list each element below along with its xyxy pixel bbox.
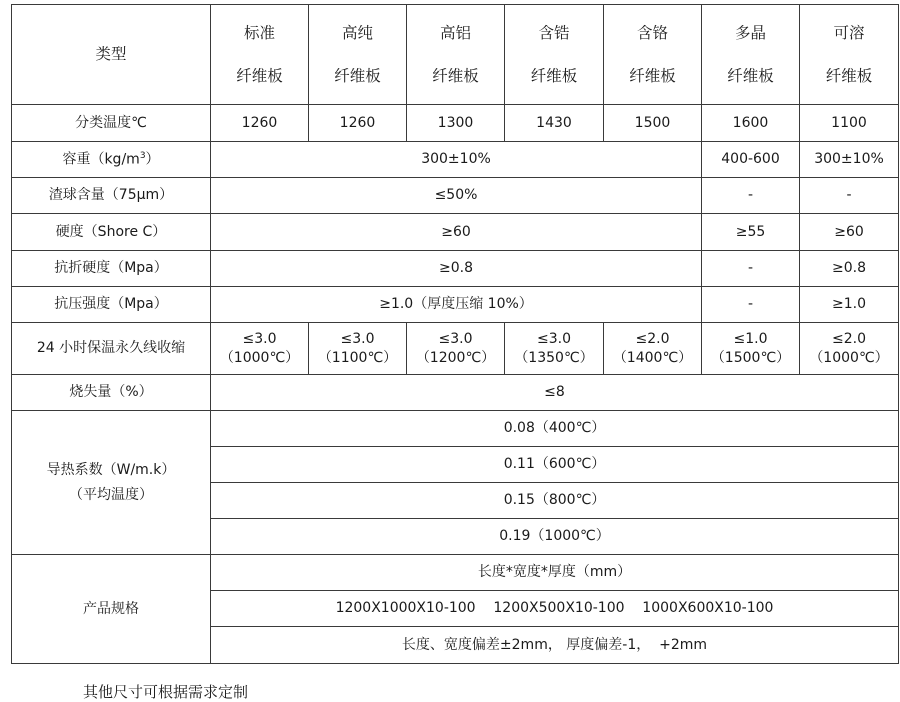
row-label: 导热系数（W/m.k） （平均温度） — [12, 411, 211, 555]
row-label: 硬度（Shore C） — [12, 214, 211, 251]
row-label: 分类温度℃ — [12, 105, 211, 142]
row-label: 抗压强度（Mpa） — [12, 287, 211, 323]
table-cell: ≤3.0 （1100℃） — [309, 323, 407, 375]
table-cell: ≥55 — [702, 214, 800, 251]
table-cell: - — [702, 178, 800, 214]
table-cell: 0.11（600℃） — [211, 447, 899, 483]
table-cell: 300±10% — [800, 142, 899, 178]
temp-row — [12, 105, 899, 142]
table-cell: 300±10% — [211, 142, 702, 178]
col-header-high-purity: 高纯 纤维板 — [309, 5, 407, 105]
row-label: 抗折硬度（Mpa） — [12, 251, 211, 287]
col-header-zirconia: 含锆 纤维板 — [505, 5, 604, 105]
spec-row — [12, 555, 899, 591]
table-cell: ≥0.8 — [211, 251, 702, 287]
table-cell: ≤2.0 （1000℃） — [800, 323, 899, 375]
table-cell: 1100 — [800, 105, 899, 142]
table-cell: ≤3.0 （1350℃） — [505, 323, 604, 375]
table-cell: ≥60 — [800, 214, 899, 251]
thermal-row — [12, 411, 899, 447]
table-cell: - — [702, 287, 800, 323]
table-cell: ≤3.0 （1000℃） — [211, 323, 309, 375]
col-header-chrome: 含铬 纤维板 — [604, 5, 702, 105]
comp-row — [12, 287, 899, 323]
table-cell: ≤3.0 （1200℃） — [407, 323, 505, 375]
col-header-high-alumina: 高铝 纤维板 — [407, 5, 505, 105]
table-cell: ≥0.8 — [800, 251, 899, 287]
table-cell: ≥1.0 — [800, 287, 899, 323]
table-cell: 1260 — [211, 105, 309, 142]
row-label: 容重$(kg/m^3)$ — [12, 142, 211, 178]
table-cell: 0.08（400℃） — [211, 411, 899, 447]
table-cell: 1600 — [702, 105, 800, 142]
col-header-soluble: 可溶 纤维板 — [800, 5, 899, 105]
table-cell: 1260 — [309, 105, 407, 142]
row-label: 产品规格 — [12, 555, 211, 664]
table-cell: 长度*宽度*厚度（mm） — [211, 555, 899, 591]
table-cell: 0.19（1000℃） — [211, 519, 899, 555]
col-header-polycrystalline: 多晶 纤维板 — [702, 5, 800, 105]
flex-row — [12, 251, 899, 287]
footnote: 其他尺寸可根据需求定制 — [83, 683, 249, 701]
row-label: 烧失量（%） — [12, 375, 211, 411]
header-row — [12, 5, 899, 105]
type-header: 类型 — [12, 5, 211, 105]
table-cell: 400-600 — [702, 142, 800, 178]
row-label: 24 小时保温永久线收缩 — [12, 323, 211, 375]
table-cell: ≥1.0（厚度压缩 10%） — [211, 287, 702, 323]
table-cell: 1430 — [505, 105, 604, 142]
shrink-row — [12, 323, 899, 375]
table-cell: - — [702, 251, 800, 287]
table-cell: 0.15（800℃） — [211, 483, 899, 519]
row-label: 渣球含量（75μm） — [12, 178, 211, 214]
table-cell: ≤2.0 （1400℃） — [604, 323, 702, 375]
table-cell: 1200X1000X10-100 1200X500X10-100 1000X600X10-100 — [211, 591, 899, 627]
table-cell: ≤8 — [211, 375, 899, 411]
table-cell: ≤1.0 （1500℃） — [702, 323, 800, 375]
col-header-standard: 标准 纤维板 — [211, 5, 309, 105]
hardness-row — [12, 214, 899, 251]
loi-row — [12, 375, 899, 411]
table-cell: ≤50% — [211, 178, 702, 214]
table-cell: - — [800, 178, 899, 214]
table-cell: 1500 — [604, 105, 702, 142]
spec-table — [11, 4, 899, 664]
table-cell: ≥60 — [211, 214, 702, 251]
shot-row — [12, 178, 899, 214]
table-cell: 1300 — [407, 105, 505, 142]
table-cell: 长度、宽度偏差±2mm， 厚度偏差-1， +2mm — [211, 627, 899, 664]
density-row — [12, 142, 899, 178]
